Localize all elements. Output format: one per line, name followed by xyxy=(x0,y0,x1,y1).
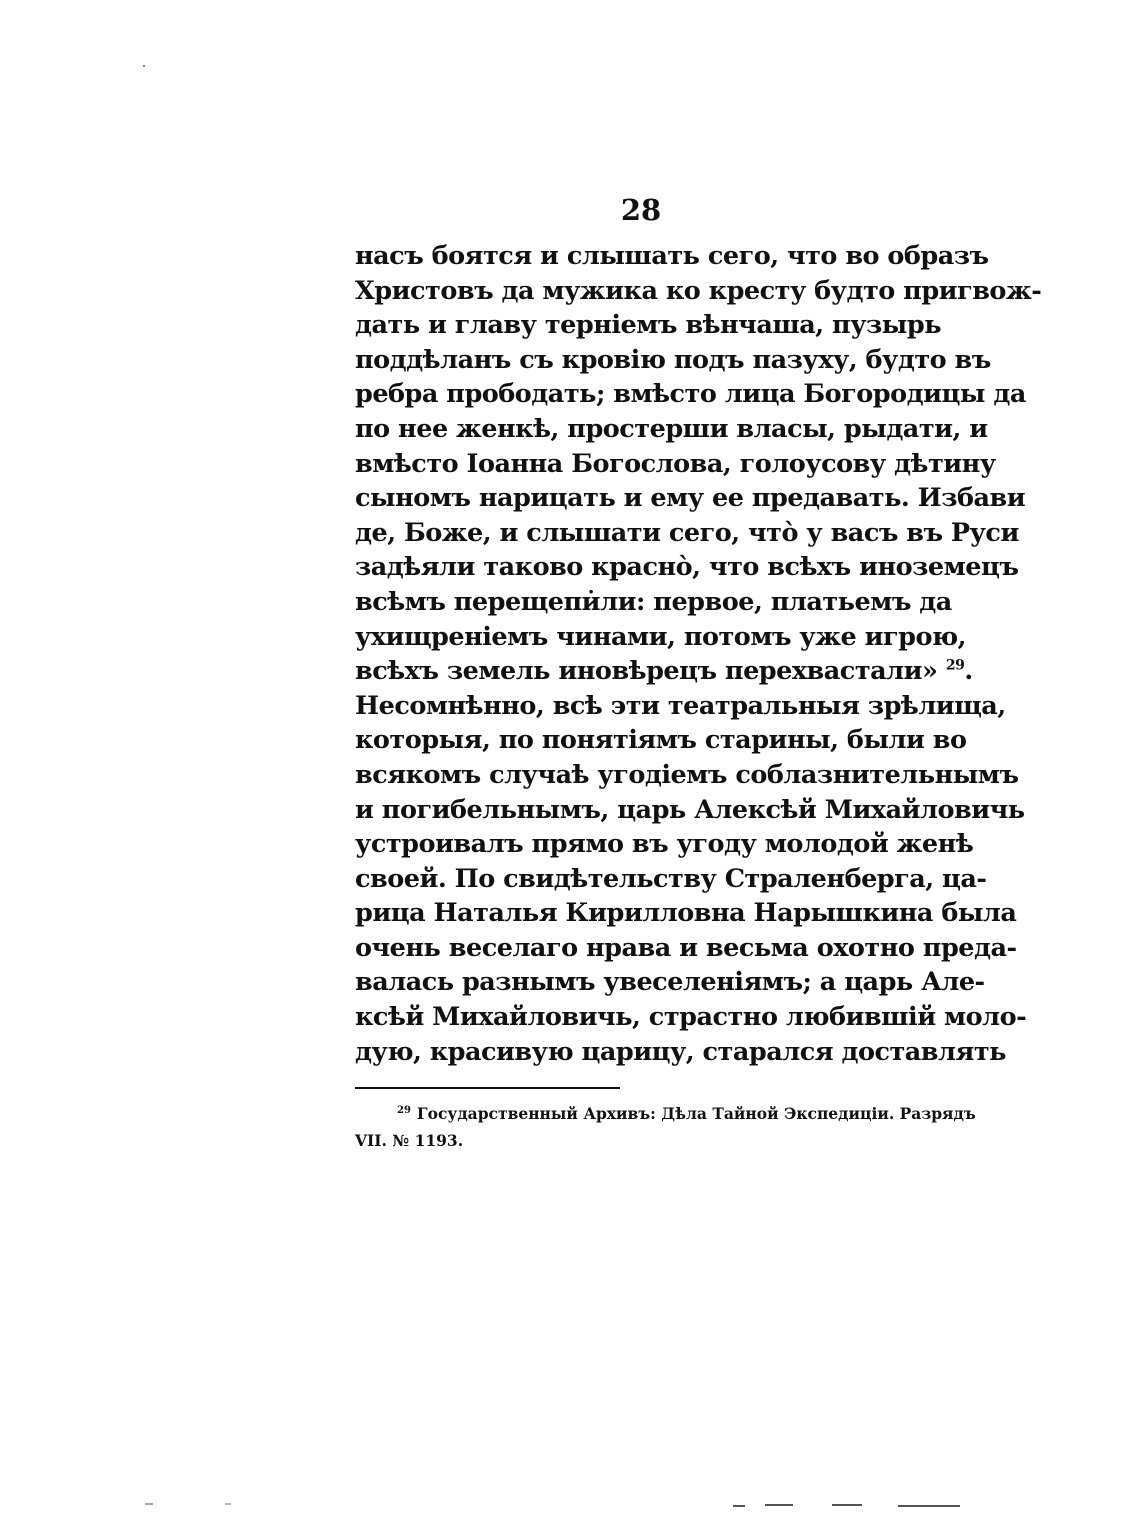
text-line-content: всѣхъ земель иновѣрецъ перехвастали» xyxy=(355,656,938,687)
footnote-line xyxy=(355,1100,976,1127)
text-line: ребра прободать; вмѣсто лица Богородицы да xyxy=(355,379,1026,410)
body-text xyxy=(355,239,1042,1069)
footnote-separator xyxy=(355,1087,620,1089)
text-line: задѣяли таково красно̀, что всѣхъ иноземецъ xyxy=(355,552,1019,583)
text-line: дать и главу терніемъ вѣнчаша, пузырь xyxy=(355,310,942,341)
footnote-reference: 29 xyxy=(945,657,965,674)
text-line: по нее женкѣ, простерши власы, рыдати, и xyxy=(355,413,988,444)
scan-mark xyxy=(733,1505,745,1507)
scan-mark xyxy=(832,1504,862,1506)
footnote-line: VII. № 1193. xyxy=(355,1131,464,1150)
scan-mark xyxy=(898,1505,960,1507)
footnote-mark: 29 xyxy=(397,1104,411,1116)
text-line: Несомнѣнно, всѣ эти театральныя зрѣлища, xyxy=(355,690,1006,721)
text-line: своей. По свидѣтельству Страленберга, ца- xyxy=(355,863,987,894)
footnote-text: Государственный Архивъ: Дѣла Тайной Экспедиціи. Разрядъ xyxy=(416,1104,976,1123)
text-line: всѣмъ перещепи̇ли: первое, платьемъ да xyxy=(355,586,952,617)
text-line: всякомъ случаѣ угодіемъ соблазнительнымъ xyxy=(355,759,1019,790)
text-line: очень веселаго нрава и весьма охотно преда- xyxy=(355,932,1017,963)
text-line: устроивалъ прямо въ угоду молодой женѣ xyxy=(355,829,974,860)
text-line: вмѣсто Іоанна Богослова, голоусову дѣтину xyxy=(355,448,996,479)
text-line: сыномъ нарицать и ему ее предавать. Избави xyxy=(355,483,1026,514)
text-line: ксѣй Михайловичь, страстно любившій моло- xyxy=(355,1002,1027,1033)
text-line: ухищреніемъ чинами, потомъ уже игрою, xyxy=(355,621,966,652)
text-line: валась разнымъ увеселеніямъ; а царь Але- xyxy=(355,967,985,998)
scan-speck xyxy=(143,65,145,67)
page-number: 28 xyxy=(620,193,662,227)
text-line: рица Наталья Кирилловна Нарышкина была xyxy=(355,898,1017,929)
text-line: насъ боятся и слышать сего, что во образъ xyxy=(355,241,989,271)
text-line: дую, красивую царицу, старался доставлять xyxy=(355,1036,1006,1067)
scan-mark xyxy=(765,1504,793,1506)
text-line: которыя, по понятіямъ старины, были во xyxy=(355,725,967,756)
scan-mark xyxy=(225,1503,231,1505)
text-line-with-footnote-ref xyxy=(355,654,973,689)
scan-mark xyxy=(145,1503,153,1505)
text-line: Христовъ да мужика ко кресту будто пригвож- xyxy=(355,275,1042,306)
text-line: и погибельнымъ, царь Алексѣй Михайловичь xyxy=(355,794,1025,825)
text-line: поддѣланъ съ кровію подъ пазуху, будто въ xyxy=(355,344,991,375)
text-line: де, Боже, и слышати сего, что̀ у васъ въ Руси xyxy=(355,517,1019,548)
footnote xyxy=(355,1100,976,1154)
footnote-reference-period: . xyxy=(964,656,973,687)
